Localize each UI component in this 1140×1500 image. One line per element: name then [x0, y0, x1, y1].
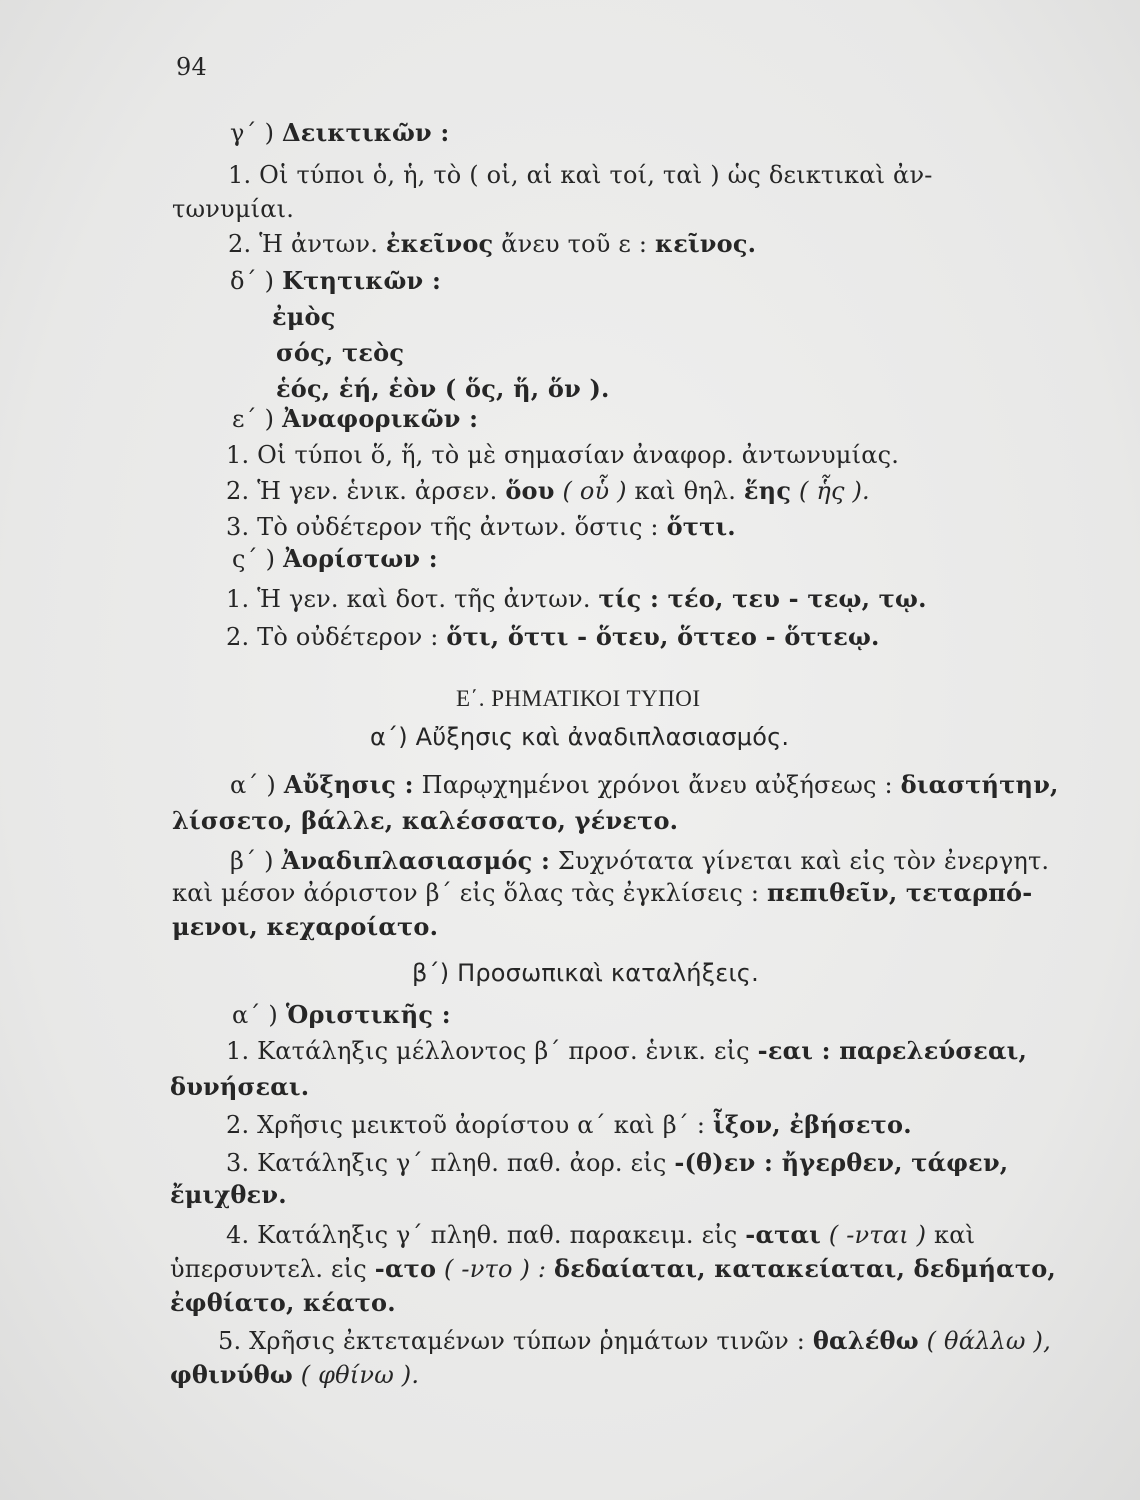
section-label: ε΄ ) — [232, 405, 275, 433]
text-line: 1. Κατάληξις μέλλοντος β΄ προσ. ἑνικ. εἰς -εαι : παρελεύσεαι, — [226, 1036, 1028, 1065]
text-line: φθινύθω ( φθίνω ). — [170, 1360, 420, 1389]
text-line: 3. Κατάληξις γ΄ πληθ. παθ. ἀορ. εἰς -(θ)εν : ἤγερθεν, τάφεν, — [226, 1148, 1009, 1177]
section-label: δ΄ ) — [230, 267, 275, 295]
section-title-verbal-forms: Ε΄. ΡΗΜΑΤΙΚΟΙ ΤΥΠΟΙ — [456, 686, 701, 711]
text-line: 1. Οἱ τύποι ὁ, ἡ, τὸ ( οἱ, αἱ καὶ τοί, ταὶ ) ὡς δεικτικαὶ ἀν- — [228, 161, 933, 189]
text-line: 4. Κατάληξις γ΄ πληθ. παθ. παρακειμ. εἰς -αται ( -νται ) καὶ — [226, 1220, 976, 1249]
page-number: 94 — [176, 53, 207, 81]
possessives-heading — [230, 266, 441, 296]
section-title: Ἀναφορικῶν : — [282, 404, 479, 433]
text-line: ἐμὸς — [272, 302, 336, 331]
text-line: 2. Ἡ γεν. ἑνικ. ἀρσεν. ὅου ( οὗ ) καὶ θηλ. ἕης ( ἧς ). — [226, 476, 870, 505]
text-line: δυνήσεαι. — [170, 1072, 310, 1101]
text-line: 1. Ἡ γεν. καὶ δοτ. τῆς ἀντων. τίς : τέο, τευ - τεῳ, τῳ. — [226, 584, 927, 613]
text-line: σός, τεὸς — [276, 338, 405, 367]
text-line: καὶ μέσον ἀόριστον β΄ εἰς ὅλας τὰς ἐγκλίσεις : πεπιθεῖν, τεταρπό- — [172, 878, 1033, 907]
text-line: α΄ ) Ὁριστικῆς : — [232, 1000, 451, 1029]
text-line: β΄ ) Ἀναδιπλασιασμός : Συχνότατα γίνεται καὶ εἰς τὸν ἐνεργητ. — [230, 846, 1050, 875]
section-title: Κτητικῶν : — [282, 266, 442, 295]
text-line: 2. Χρῆσις μεικτοῦ ἀορίστου α΄ καὶ β΄ : ἷξον, ἐβήσετο. — [226, 1110, 912, 1139]
relatives-heading — [232, 404, 478, 434]
text-line: μενοι, κεχαροίατο. — [172, 912, 439, 941]
text-line: 3. Τὸ οὐδέτερον τῆς ἀντων. ὅστις : ὅττι. — [226, 512, 736, 541]
text-line: 2. Ἡ ἀντων. ἐκεῖνος ἄνευ τοῦ ε : κεῖνος. — [228, 229, 757, 258]
demonstratives-heading — [230, 118, 449, 148]
text-line: ἔμιχθεν. — [170, 1180, 287, 1209]
text-line: ἑός, ἑή, ἑὸν ( ὅς, ἥ, ὅν ). — [276, 374, 610, 403]
section-title: Δεικτικῶν : — [281, 118, 450, 147]
section-title: Ἀορίστων : — [283, 544, 438, 573]
indefinites-heading — [232, 544, 438, 574]
section-label: γ΄ ) — [230, 119, 275, 147]
subsection-title-augment: α΄) Αὔξησις καὶ ἀναδιπλασιασμός. — [370, 723, 790, 751]
text-line: α΄ ) Αὔξησις : Παρῳχημένοι χρόνοι ἄνευ αὐξήσεως : διαστήτην, — [230, 770, 1059, 799]
subsection-title-endings: β΄) Προσωπικαὶ καταλήξεις. — [412, 959, 759, 987]
section-label: ς΄ ) — [232, 545, 276, 573]
text-line: λίσσετο, βάλλε, καλέσσατο, γένετο. — [172, 806, 679, 835]
text-line: ὑπερσυντελ. εἰς -ατο ( -ντο ) : δεδαίαται, κατακείαται, δεδμήατο, — [170, 1254, 1056, 1283]
text-line: ἐφθίατο, κέατο. — [170, 1288, 396, 1317]
text-line: 1. Οἱ τύποι ὅ, ἥ, τὸ μὲ σημασίαν ἀναφορ. ἀντωνυμίας. — [226, 441, 900, 469]
text-line: 5. Χρῆσις ἐκτεταμένων τύπων ῥημάτων τινῶν : θαλέθω ( θάλλω ), — [218, 1326, 1051, 1355]
text-line: τωνυμίαι. — [172, 195, 295, 223]
text-line: 2. Τὸ οὐδέτερον : ὅτι, ὅττι - ὅτευ, ὅττεο - ὅττεῳ. — [226, 622, 880, 651]
